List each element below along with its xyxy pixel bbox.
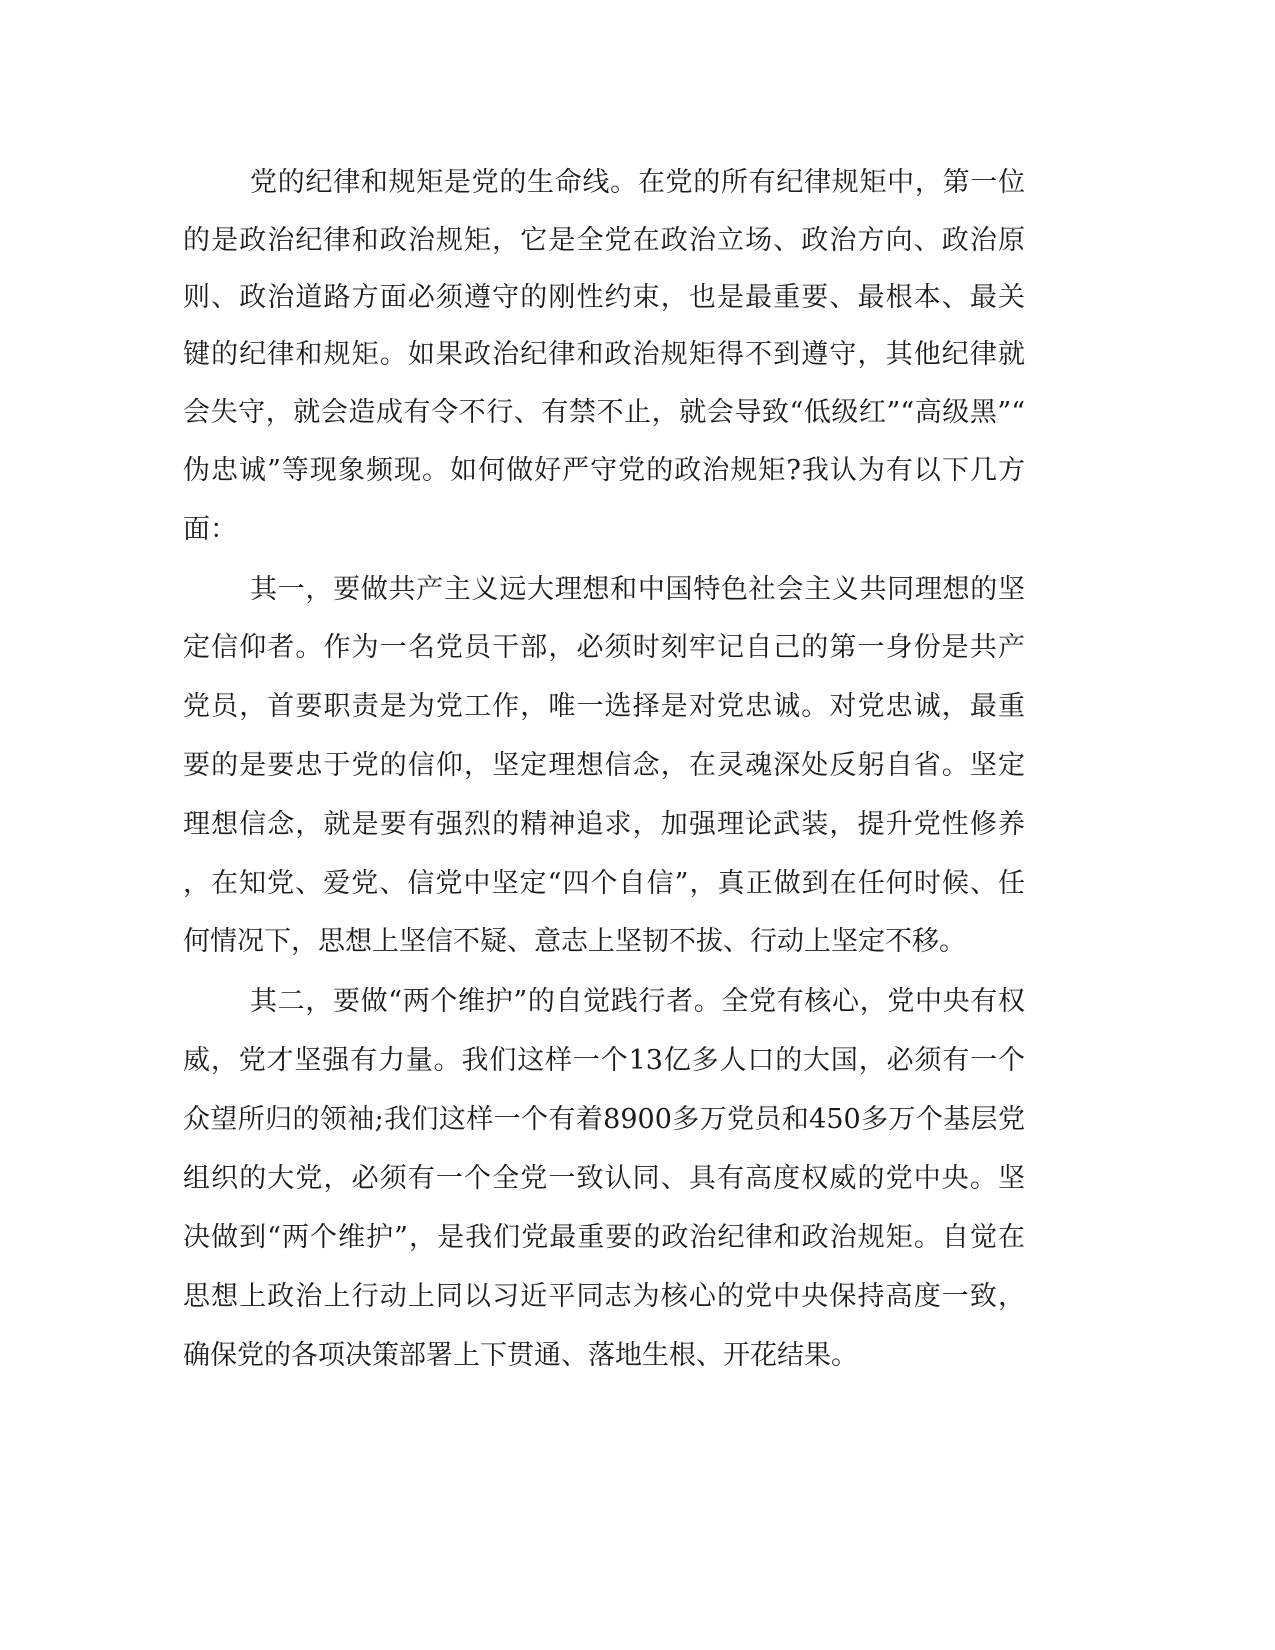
text-line: 则、政治道路方面必须遵守的刚性约束，也是最重要、最根本、最关 xyxy=(183,282,1025,313)
text-line: 理想信念，就是要有强烈的精神追求，加强理论武装，提升党性修养 xyxy=(183,809,1025,840)
text-line: 众望所归的领袖;我们这样一个有着8900多万党员和450多万个基层党 xyxy=(183,1104,1025,1135)
text-line: 其二，要做“两个维护”的自觉践行者。全党有核心，党中央有权 xyxy=(250,986,1025,1017)
text-line: ，在知党、爱党、信党中坚定“四个自信”，真正做到在任何时候、任 xyxy=(183,868,1025,899)
text-line: 定信仰者。作为一名党员干部，必须时刻牢记自己的第一身份是共产 xyxy=(183,632,1025,663)
text-line: 会失守，就会造成有令不行、有禁不止，就会导致“低级红”“高级黑”“ xyxy=(183,397,1025,428)
text-line: 决做到“两个维护”，是我们党最重要的政治纪律和政治规矩。自觉在 xyxy=(183,1222,1025,1253)
text-line: 组织的大党，必须有一个全党一致认同、具有高度权威的党中央。坚 xyxy=(183,1163,1025,1194)
text-line: 伪忠诚”等现象频现。如何做好严守党的政治规矩?我认为有以下几方 xyxy=(183,455,1025,486)
text-line: 思想上政治上行动上同以习近平同志为核心的党中央保持高度一致， xyxy=(183,1281,1025,1312)
text-line: 威，党才坚强有力量。我们这样一个13亿多人口的大国，必须有一个 xyxy=(183,1045,1025,1076)
text-line: 党员，首要职责是为党工作，唯一选择是对党忠诚。对党忠诚，最重 xyxy=(183,691,1025,722)
text-line: 键的纪律和规矩。如果政治纪律和政治规矩得不到遵守，其他纪律就 xyxy=(183,339,1025,370)
text-line: 面： xyxy=(183,514,237,545)
text-line: 其一，要做共产主义远大理想和中国特色社会主义共同理想的坚 xyxy=(250,574,1025,605)
text-line: 何情况下，思想上坚信不疑、意志上坚韧不拔、行动上坚定不移。 xyxy=(183,926,966,957)
text-line: 确保党的各项决策部署上下贯通、落地生根、开花结果。 xyxy=(183,1340,858,1371)
text-line: 要的是要忠于党的信仰，坚定理想信念，在灵魂深处反躬自省。坚定 xyxy=(183,750,1025,781)
text-line: 的是政治纪律和政治规矩，它是全党在政治立场、政治方向、政治原 xyxy=(183,225,1025,256)
text-line: 党的纪律和规矩是党的生命线。在党的所有纪律规矩中，第一位 xyxy=(250,167,1025,198)
